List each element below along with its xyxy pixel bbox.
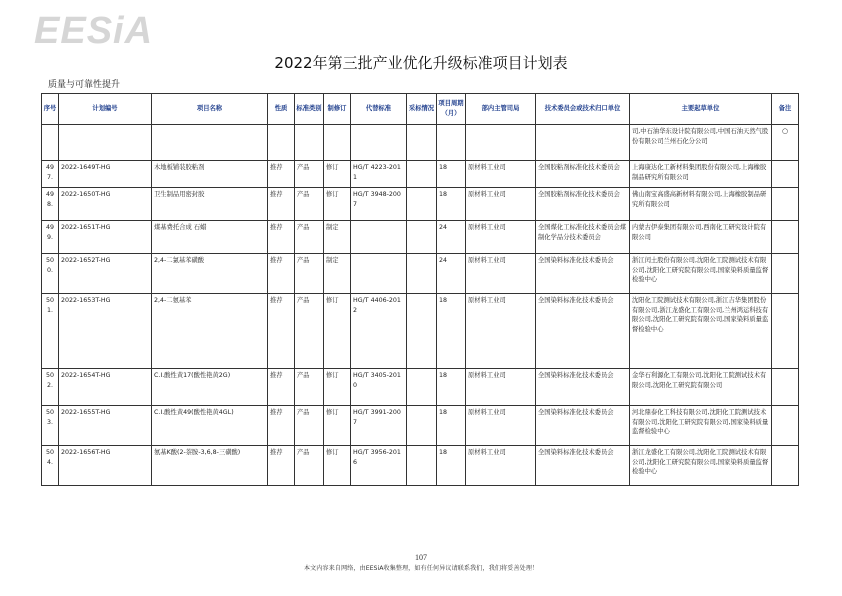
header-cell: 部内主管司局 bbox=[466, 94, 536, 125]
nature-cell: 推荐 bbox=[268, 188, 295, 221]
adoption-cell bbox=[407, 254, 437, 294]
table-row bbox=[42, 294, 799, 369]
plan-number-cell: 2022-1656T-HG bbox=[59, 446, 152, 486]
technical-committee-cell: 全国煤化工标准化技术委员会煤制化学品分技术委员会 bbox=[536, 221, 630, 254]
department-cell: 原材料工业司 bbox=[466, 294, 536, 369]
department-cell: 原材料工业司 bbox=[466, 161, 536, 188]
technical-committee-cell: 全国胶粘剂标准化技术委员会 bbox=[536, 188, 630, 221]
department-cell: 原材料工业司 bbox=[466, 406, 536, 446]
header-cell: 标准类别 bbox=[295, 94, 324, 125]
revision-type-cell: 修订 bbox=[324, 446, 351, 486]
revision-type-cell: 修订 bbox=[324, 406, 351, 446]
row-number-cell: 500. bbox=[42, 254, 59, 294]
department-cell: 原材料工业司 bbox=[466, 188, 536, 221]
header-cell: 主要起草单位 bbox=[630, 94, 772, 125]
technical-committee-cell: 全国胶粘剂标准化技术委员会 bbox=[536, 161, 630, 188]
header-cell: 性质 bbox=[268, 94, 295, 125]
table-row bbox=[42, 221, 799, 254]
nature-cell: 推荐 bbox=[268, 369, 295, 406]
revision-type-cell: 制定 bbox=[324, 254, 351, 294]
plan-number-cell: 2022-1652T-HG bbox=[59, 254, 152, 294]
drafting-units-cell: 浙江闰土股份有限公司,沈阳化工院测试技术有限公司,沈阳化工研究院有限公司,国家染料质量监督检验中心 bbox=[630, 254, 772, 294]
technical-committee-cell: 全国染料标准化技术委员会 bbox=[536, 294, 630, 369]
project-name-cell: 煤基费托合成 石蜡 bbox=[152, 221, 268, 254]
row-number-cell: 501. bbox=[42, 294, 59, 369]
nature-cell: 推荐 bbox=[268, 406, 295, 446]
replaced-standard-cell: HG/T 3405-2010 bbox=[351, 369, 407, 406]
period-months-cell: 24 bbox=[437, 254, 466, 294]
footer-disclaimer: 本文内容来自网络，由EESiA收集整理，如有任何异议请联系我们，我们将妥善处理！ bbox=[303, 565, 539, 572]
technical-committee-cell: 全国染料标准化技术委员会 bbox=[536, 446, 630, 486]
row-number-cell: 499. bbox=[42, 221, 59, 254]
replaced-standard-cell: HG/T 3948-2007 bbox=[351, 188, 407, 221]
nature-cell: 推荐 bbox=[268, 446, 295, 486]
page-title: 2022年第三批产业优化升级标准项目计划表 bbox=[274, 54, 568, 72]
revision-type-cell: 修订 bbox=[324, 294, 351, 369]
revision-type-cell: 修订 bbox=[324, 369, 351, 406]
replaced-standard-cell: HG/T 3991-2007 bbox=[351, 406, 407, 446]
plan-number-cell: 2022-1651T-HG bbox=[59, 221, 152, 254]
adoption-cell bbox=[407, 188, 437, 221]
period-months-cell: 24 bbox=[437, 221, 466, 254]
replaced-standard-cell bbox=[351, 221, 407, 254]
technical-committee-cell: 全国染料标准化技术委员会 bbox=[536, 369, 630, 406]
row-number-cell: 497. bbox=[42, 161, 59, 188]
standard-type-cell: 产品 bbox=[295, 406, 324, 446]
period-months-cell: 18 bbox=[437, 161, 466, 188]
note-cell bbox=[772, 161, 799, 188]
table-row bbox=[42, 406, 799, 446]
plan-number-cell: 2022-1655T-HG bbox=[59, 406, 152, 446]
note-mark: ○ bbox=[772, 125, 799, 161]
revision-type-cell: 修订 bbox=[324, 161, 351, 188]
technical-committee-cell: 全国染料标准化技术委员会 bbox=[536, 254, 630, 294]
table-header-row bbox=[42, 94, 799, 125]
header-cell: 制修订 bbox=[324, 94, 351, 125]
drafting-units-cell: 浙江龙盛化工有限公司,沈阳化工院测试技术有限公司,沈阳化工研究院有限公司,国家染料质量监督检验中心 bbox=[630, 446, 772, 486]
adoption-cell bbox=[407, 161, 437, 188]
project-name-cell: 氨基K酸(2-萘胺-3,6,8-三磺酸) bbox=[152, 446, 268, 486]
header-cell: 代替标准 bbox=[351, 94, 407, 125]
revision-type-cell: 修订 bbox=[324, 188, 351, 221]
standard-type-cell: 产品 bbox=[295, 161, 324, 188]
table-row bbox=[42, 446, 799, 486]
standard-type-cell: 产品 bbox=[295, 369, 324, 406]
replaced-standard-cell: HG/T 3956-2016 bbox=[351, 446, 407, 486]
project-name-cell: C.I.酸性黄49(酸性艳黄4GL) bbox=[152, 406, 268, 446]
period-months-cell: 18 bbox=[437, 294, 466, 369]
table-row bbox=[42, 161, 799, 188]
plan-number-cell: 2022-1649T-HG bbox=[59, 161, 152, 188]
header-cell: 技术委员会或技术归口单位 bbox=[536, 94, 630, 125]
standards-table bbox=[41, 93, 799, 486]
adoption-cell bbox=[407, 221, 437, 254]
header-cell: 备注 bbox=[772, 94, 799, 125]
drafting-units-cell: 河北鼎泰化工科技有限公司,沈阳化工院测试技术有限公司,沈阳化工研究院有限公司,国家染料质量监督检验中心 bbox=[630, 406, 772, 446]
category-label: 质量与可靠性提升 bbox=[48, 80, 121, 90]
plan-number-cell: 2022-1654T-HG bbox=[59, 369, 152, 406]
revision-type-cell: 制定 bbox=[324, 221, 351, 254]
technical-committee-cell: 全国染料标准化技术委员会 bbox=[536, 406, 630, 446]
project-name-cell: 木地板铺装胶粘剂 bbox=[152, 161, 268, 188]
note-cell bbox=[772, 369, 799, 406]
standard-type-cell: 产品 bbox=[295, 254, 324, 294]
period-months-cell: 18 bbox=[437, 446, 466, 486]
plan-number-cell: 2022-1650T-HG bbox=[59, 188, 152, 221]
row-number-cell: 504. bbox=[42, 446, 59, 486]
note-cell bbox=[772, 254, 799, 294]
eesia-logo: EESiA bbox=[34, 10, 154, 52]
header-cell: 序号 bbox=[42, 94, 59, 125]
standard-type-cell: 产品 bbox=[295, 446, 324, 486]
header-cell: 采标情况 bbox=[407, 94, 437, 125]
header-cell: 项目名称 bbox=[152, 94, 268, 125]
adoption-cell bbox=[407, 294, 437, 369]
note-cell bbox=[772, 406, 799, 446]
table-row bbox=[42, 369, 799, 406]
row-number-cell: 502. bbox=[42, 369, 59, 406]
drafting-units-cell: 沈阳化工院测试技术有限公司,浙江吉华集团股份有限公司,浙江龙盛化工有限公司,兰州鸿运科技有限公司,沈阳化工研究院有限公司,国家染料质量监督检验中心 bbox=[630, 294, 772, 369]
replaced-standard-cell: HG/T 4406-2012 bbox=[351, 294, 407, 369]
row-number-cell: 503. bbox=[42, 406, 59, 446]
replaced-standard-cell: HG/T 4223-2011 bbox=[351, 161, 407, 188]
replaced-standard-cell bbox=[351, 254, 407, 294]
nature-cell: 推荐 bbox=[268, 221, 295, 254]
project-name-cell: 2,4-二氨基苯 bbox=[152, 294, 268, 369]
department-cell: 原材料工业司 bbox=[466, 254, 536, 294]
department-cell: 原材料工业司 bbox=[466, 446, 536, 486]
project-name-cell: C.I.酸性黄17(酸性艳黄2G) bbox=[152, 369, 268, 406]
project-name-cell: 2,4-二氯基苯磺酸 bbox=[152, 254, 268, 294]
nature-cell: 推荐 bbox=[268, 294, 295, 369]
plan-number-cell: 2022-1653T-HG bbox=[59, 294, 152, 369]
table-row bbox=[42, 188, 799, 221]
continuation-row bbox=[42, 125, 799, 161]
period-months-cell: 18 bbox=[437, 369, 466, 406]
drafters-cell: 司,中石油华东设计院有限公司,中国石油天然气股份有限公司兰州石化分公司 bbox=[630, 125, 772, 161]
table-row bbox=[42, 254, 799, 294]
note-cell bbox=[772, 221, 799, 254]
page-number: 107 bbox=[415, 553, 427, 562]
note-cell bbox=[772, 294, 799, 369]
drafting-units-cell: 上海康达化工新材料集团股份有限公司,上海橡胶制品研究所有限公司 bbox=[630, 161, 772, 188]
drafting-units-cell: 内蒙古伊泰集团有限公司,西南化工研究设计院有限公司 bbox=[630, 221, 772, 254]
standard-type-cell: 产品 bbox=[295, 221, 324, 254]
adoption-cell bbox=[407, 406, 437, 446]
drafting-units-cell: 金华石利源化工有限公司,沈阳化工院测试技术有限公司,沈阳化工研究院有限公司 bbox=[630, 369, 772, 406]
period-months-cell: 18 bbox=[437, 406, 466, 446]
department-cell: 原材料工业司 bbox=[466, 369, 536, 406]
standard-type-cell: 产品 bbox=[295, 294, 324, 369]
nature-cell: 推荐 bbox=[268, 254, 295, 294]
period-months-cell: 18 bbox=[437, 188, 466, 221]
row-number-cell: 498. bbox=[42, 188, 59, 221]
project-name-cell: 卫生制品用密封胶 bbox=[152, 188, 268, 221]
adoption-cell bbox=[407, 369, 437, 406]
header-cell: 项目周期（月） bbox=[437, 94, 466, 125]
nature-cell: 推荐 bbox=[268, 161, 295, 188]
department-cell: 原材料工业司 bbox=[466, 221, 536, 254]
drafting-units-cell: 佛山南宝高盛高新材料有限公司,上海橡胶制品研究所有限公司 bbox=[630, 188, 772, 221]
adoption-cell bbox=[407, 446, 437, 486]
note-cell bbox=[772, 446, 799, 486]
header-cell: 计划编号 bbox=[59, 94, 152, 125]
standard-type-cell: 产品 bbox=[295, 188, 324, 221]
note-cell bbox=[772, 188, 799, 221]
